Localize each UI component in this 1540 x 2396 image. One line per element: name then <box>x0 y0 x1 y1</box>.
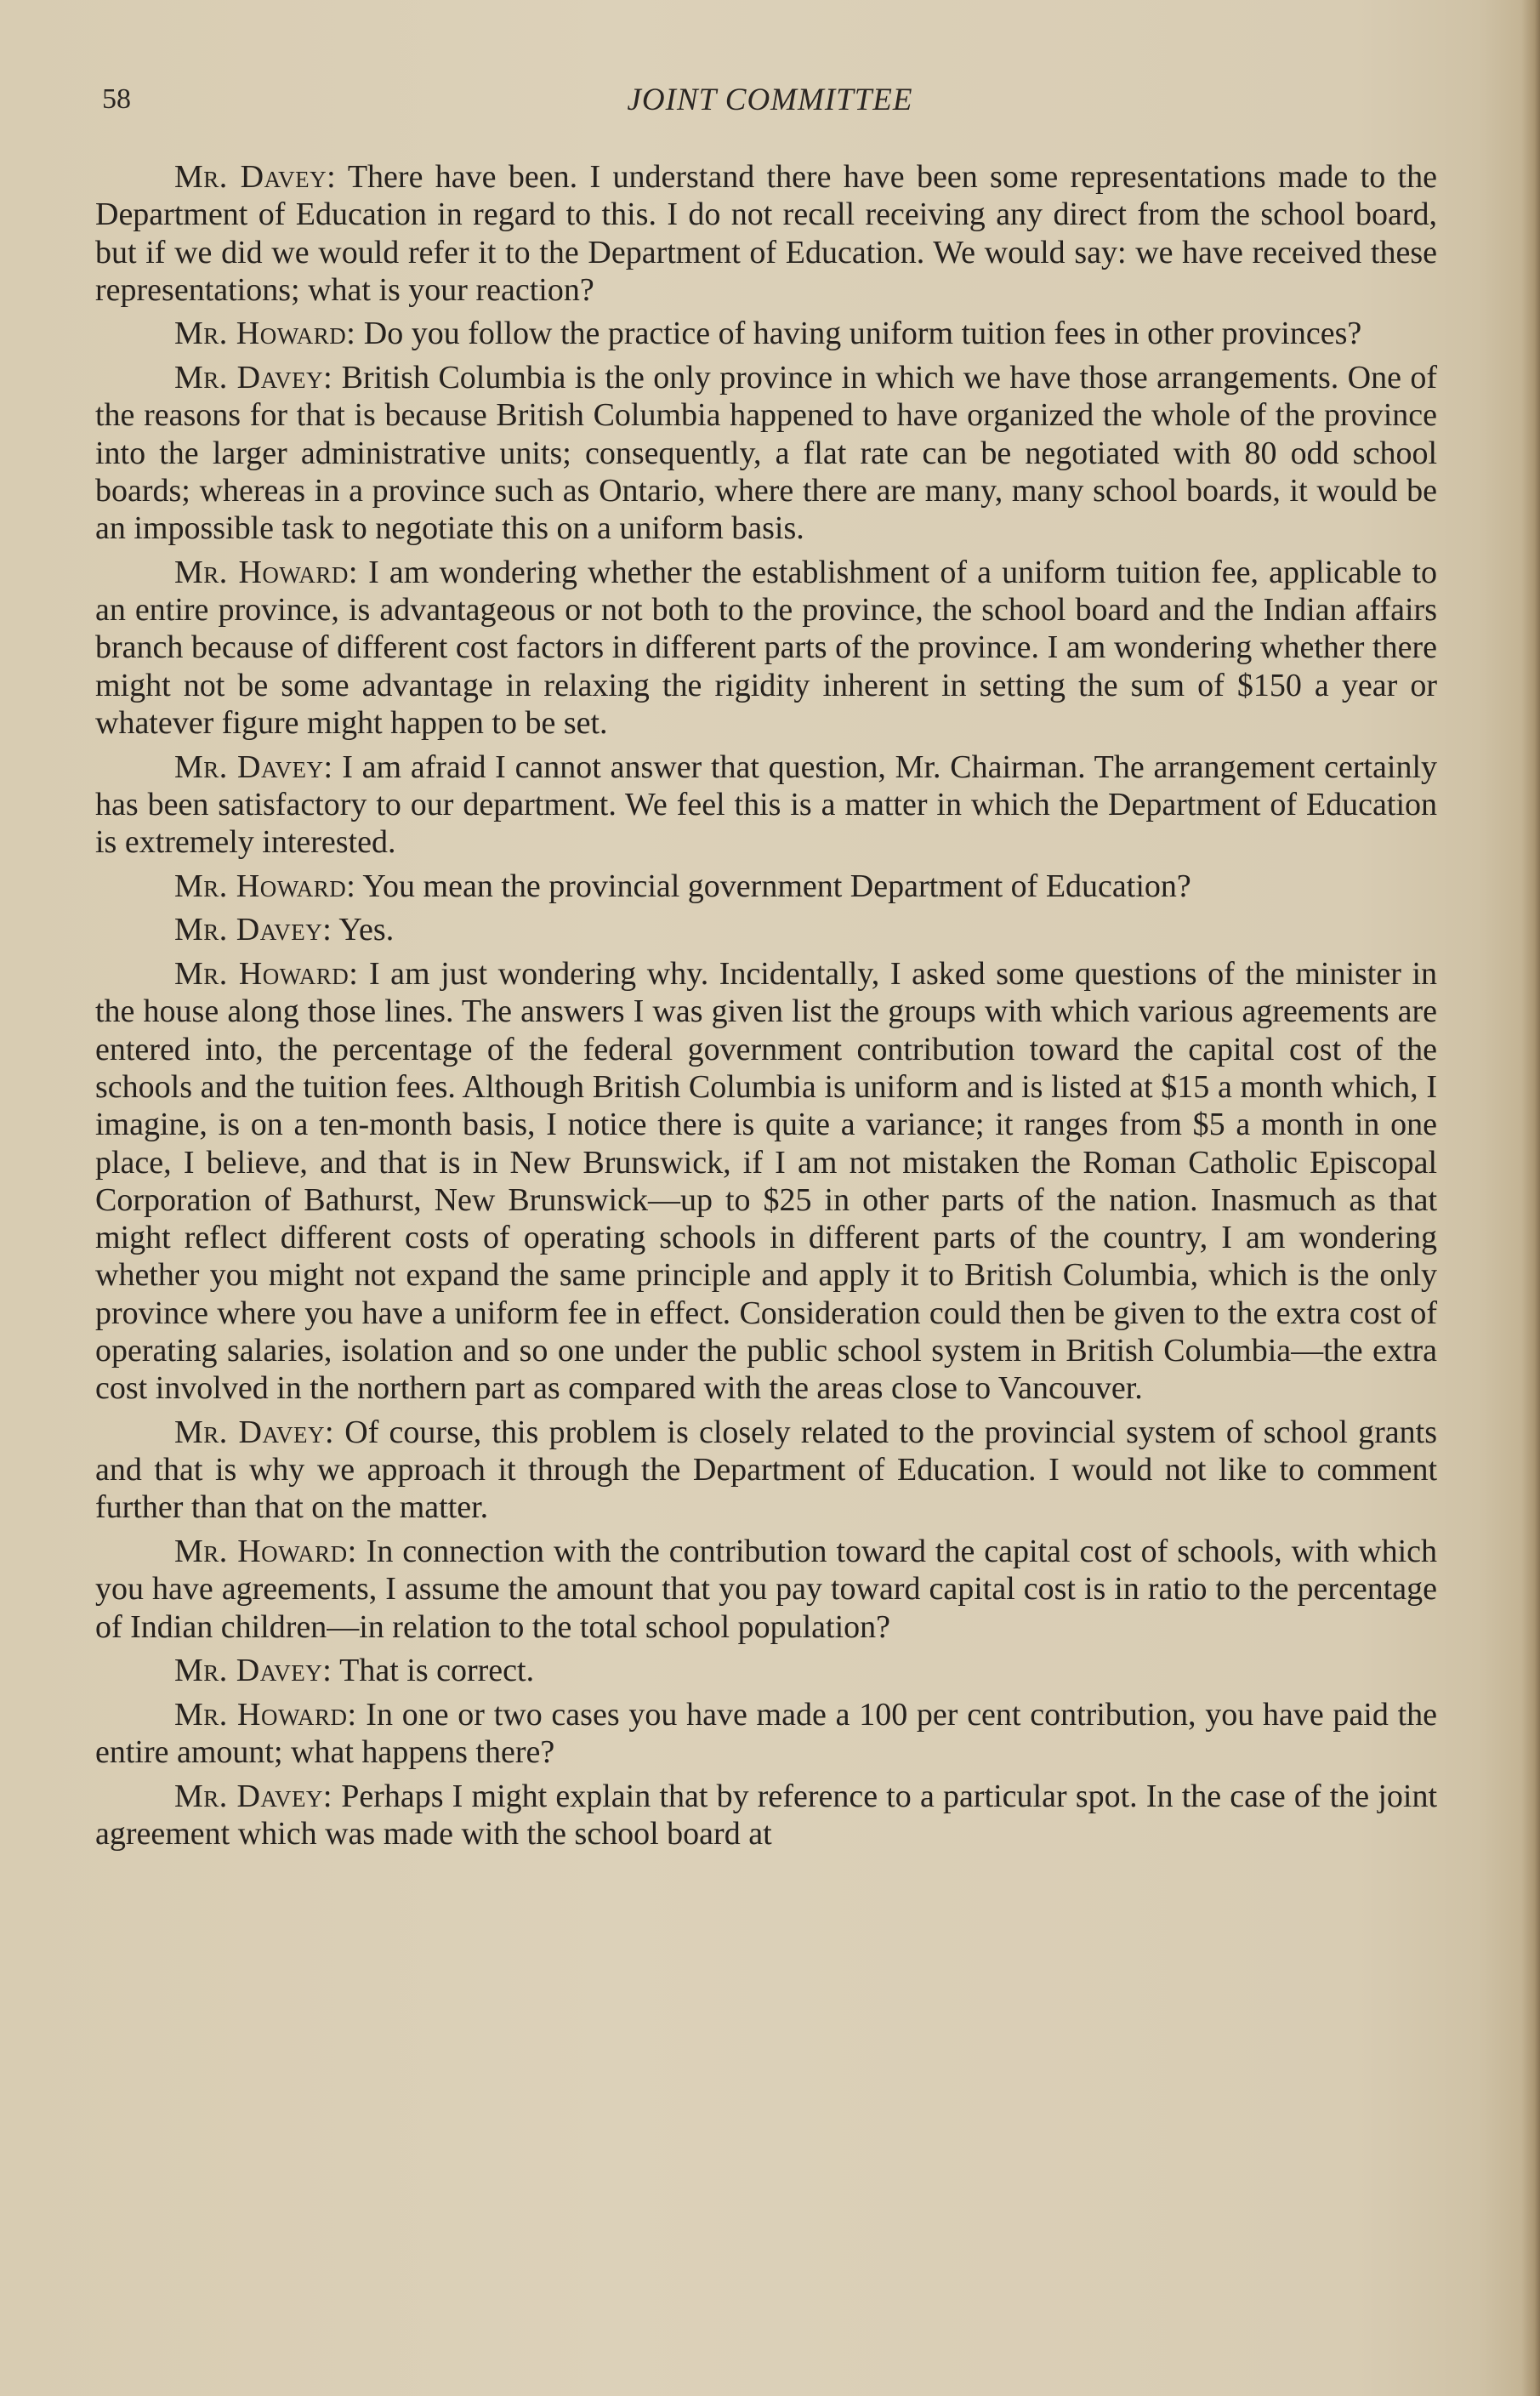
speaker-name: Mr. Davey: <box>174 748 333 785</box>
speaker-name: Mr. Howard: <box>174 316 356 352</box>
transcript-paragraph <box>95 748 1437 862</box>
speaker-name: Mr. Davey: <box>174 912 332 948</box>
transcript-paragraph <box>95 315 1437 352</box>
speaker-name: Mr. Howard: <box>174 868 356 904</box>
speech-text: Do you follow the practice of having uniform tuition fees in other provinces? <box>363 316 1362 352</box>
speaker-name: Mr. Davey: <box>174 159 337 195</box>
speech-text: I am afraid I cannot answer that question, Mr. Chairman. The arrangement certainly has been satisfactory to our department. We feel this is a matter in which the Department of Education is extremely interested. <box>95 748 1438 861</box>
speaker-name: Mr. Howard: <box>174 1696 357 1733</box>
transcript-paragraph <box>95 955 1437 1408</box>
transcript-paragraph <box>95 1533 1437 1646</box>
transcript-paragraph <box>95 1696 1437 1772</box>
speech-text: Yes. <box>338 912 395 948</box>
speech-text: I am just wondering why. Incidentally, I asked some questions of the minister in the house along those lines. The answers I was given list the groups with which various agreements are entered into, the percentage of the federal government contribution toward the capital cost of the schools and the tuition fees. Although British Columbia is uniform and is listed at $15 a month which, I imagine, is on a ten-month basis, I notice there is quite a variance; it ranges from $5 a month in one place, I believe, and that is in New Brunswick, if I am not mistaken the Roman Catholic Episcopal Corporation of Bathurst, New Brunswick—up to $25 in other parts of the nation. Inasmuch as that might reflect different costs of operating schools in different parts of the country, I am wondering whether you might not expand the same principle and apply it to British Columbia, which is the only province where you have a uniform fee in effect. Consideration could then be given to the extra cost of operating salaries, isolation and so one under the public school system in British Columbia—the extra cost involved in the northern part as compared with the areas close to Vancouver. <box>95 956 1437 1407</box>
speech-text: Perhaps I might explain that by reference to a particular spot. In the case of the joint agreement which was made with the school board at <box>95 1778 1437 1852</box>
running-title: JOINT COMMITTEE <box>627 83 913 117</box>
speech-text: In connection with the contribution toward the capital cost of schools, with which you have agreements, I assume the amount that you pay toward capital cost is in ratio to the percentage of Indian children—in relation to the total school population? <box>95 1534 1438 1645</box>
speaker-name: Mr. Howard: <box>174 554 358 590</box>
speaker-name: Mr. Davey: <box>174 1653 332 1689</box>
speech-text: You mean the provincial government Department of Education? <box>362 868 1191 904</box>
page-edge-shadow <box>1521 0 1540 2396</box>
page-header <box>0 78 1540 129</box>
speech-text: In one or two cases you have made a 100 per cent contribution, you have paid the entire amount; what happens there? <box>95 1696 1438 1771</box>
page-number: 58 <box>102 83 131 115</box>
speaker-name: Mr. Davey: <box>174 1778 332 1814</box>
speaker-name: Mr. Davey: <box>174 360 333 396</box>
transcript-paragraph <box>95 1778 1437 1853</box>
speaker-name: Mr. Howard: <box>174 1534 357 1570</box>
speaker-name: Mr. Howard: <box>174 956 359 993</box>
transcript-paragraph <box>95 1414 1437 1527</box>
transcript-paragraph <box>95 158 1437 309</box>
speech-text: There have been. I understand there have been some representations made to the Department of Education in regard to this. I do not recall receiving any direct from the school board, but if we did we would refer it to the Department of Education. We would say: we have received these representations; what is your reaction? <box>95 159 1437 308</box>
transcript-paragraph <box>95 554 1437 742</box>
transcript-body <box>95 158 1437 1859</box>
transcript-paragraph <box>95 359 1437 547</box>
transcript-paragraph <box>95 1652 1437 1689</box>
speech-text: I am wondering whether the establishment of a uniform tuition fee, applicable to an entire province, is advantageous or not both to the province, the school board and the Indian affairs branch because of different cost factors in different parts of the province. I am wondering whether there might not be some advantage in relaxing the rigidity inherent in setting the sum of $150 a year or whatever figure might happen to be set. <box>95 554 1438 742</box>
speech-text: British Columbia is the only province in which we have those arrangements. One of the reasons for that is because British Columbia happened to have organized the whole of the province into the larger administrative units; consequently, a flat rate can be negotiated with 80 odd school boards; whereas in a province such as Ontario, where there are many, many school boards, it would be an impossible task to negotiate this on a uniform basis. <box>95 360 1438 547</box>
transcript-paragraph <box>95 868 1437 905</box>
speech-text: That is correct. <box>339 1653 535 1689</box>
speech-text: Of course, this problem is closely related to the provincial system of school grants and that is why we approach it through the Department of Education. I would not like to comment further than that on the matter. <box>95 1414 1438 1526</box>
transcript-paragraph <box>95 911 1437 948</box>
speaker-name: Mr. Davey: <box>174 1414 335 1450</box>
